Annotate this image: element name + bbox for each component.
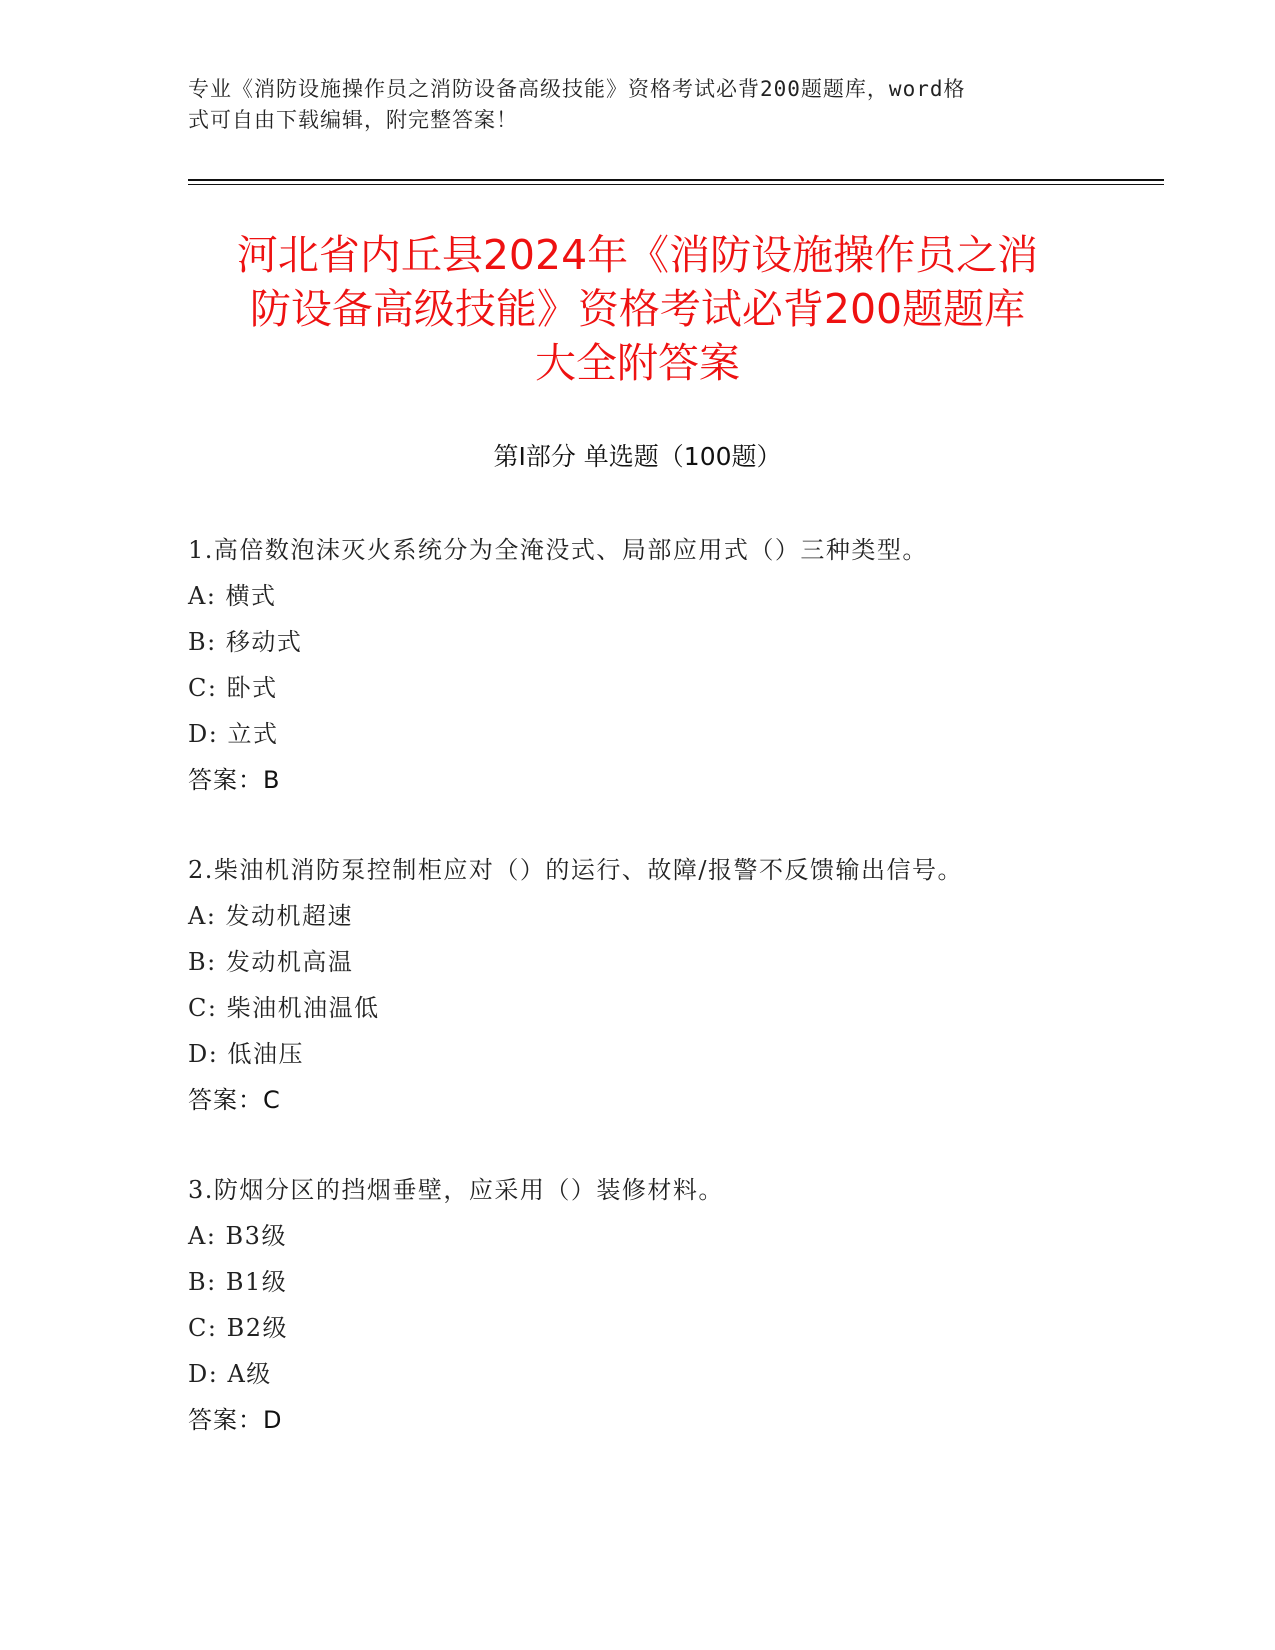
section-title: 第Ⅰ部分 单选题（100题） — [493, 442, 782, 471]
option-c: C: 柴油机油温低 — [188, 994, 380, 1022]
answer: 答案：D — [188, 1406, 283, 1434]
document-title-line-3: 大全附答案 — [535, 339, 740, 387]
header-divider-thin — [188, 184, 1164, 185]
option-b: B: B1级 — [188, 1268, 288, 1296]
question-stem: 2.柴油机消防泵控制柜应对（）的运行、故障/报警不反馈输出信号。 — [188, 856, 963, 884]
header-divider-thick — [188, 179, 1164, 181]
answer: 答案：B — [188, 766, 281, 794]
option-b: B: 移动式 — [188, 628, 303, 656]
question-stem: 3.防烟分区的挡烟垂壁，应采用（）装修材料。 — [188, 1176, 724, 1204]
document-title-line-2: 防设备高级技能》资格考试必背200题题库 — [249, 285, 1026, 333]
question-stem: 1.高倍数泡沫灭火系统分为全淹没式、局部应用式（）三种类型。 — [188, 536, 928, 564]
option-a: A: 横式 — [188, 582, 277, 610]
question-3 — [188, 1175, 1088, 1451]
question-1 — [188, 535, 1088, 811]
document-title — [160, 228, 1115, 390]
question-2 — [188, 855, 1088, 1131]
header-note — [188, 74, 1068, 136]
document-title-line-1: 河北省内丘县2024年《消防设施操作员之消 — [236, 231, 1039, 279]
option-c: C: 卧式 — [188, 674, 278, 702]
option-d: D: A级 — [188, 1360, 272, 1388]
option-a: A: B3级 — [188, 1222, 287, 1250]
answer: 答案：C — [188, 1086, 281, 1114]
option-d: D: 立式 — [188, 720, 279, 748]
option-b: B: 发动机高温 — [188, 948, 354, 976]
option-d: D: 低油压 — [188, 1040, 304, 1068]
option-c: C: B2级 — [188, 1314, 288, 1342]
header-note-line-2: 式可自由下载编辑，附完整答案！ — [188, 108, 518, 132]
option-a: A: 发动机超速 — [188, 902, 354, 930]
header-note-line-1: 专业《消防设施操作员之消防设备高级技能》资格考试必背200题题库，word格 — [188, 77, 966, 101]
